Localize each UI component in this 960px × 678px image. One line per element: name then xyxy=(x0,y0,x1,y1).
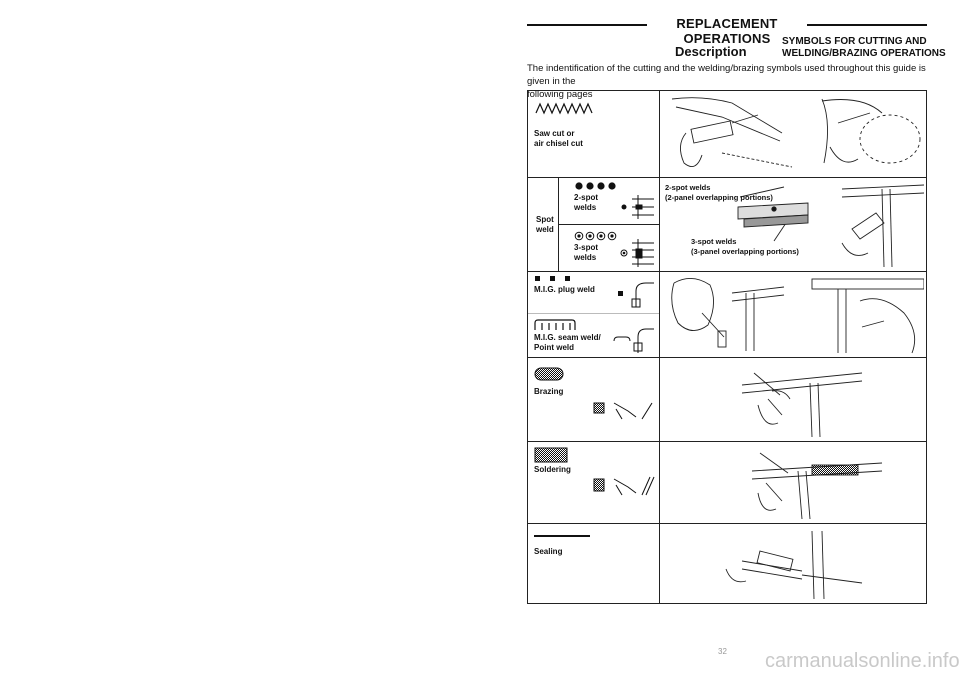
spot-inner-divider xyxy=(558,224,659,225)
two-spot-label-line-1: 2-spot xyxy=(574,193,598,202)
spot-weld-group-label xyxy=(536,215,554,234)
mig-seam-torch-icon xyxy=(612,323,656,355)
brazing-torch-icon xyxy=(592,397,656,425)
two-spot-annotation-line-2: (2-panel overlapping portions) xyxy=(665,192,773,202)
brazing-label: Brazing xyxy=(534,387,564,396)
header-rule-right xyxy=(807,24,927,26)
sealing-illustration xyxy=(662,525,924,603)
symbols-subtitle xyxy=(782,36,946,60)
row-divider xyxy=(528,441,926,442)
three-spot-label-line-2: welds xyxy=(574,252,597,262)
saw-cut-symbol xyxy=(534,101,598,117)
three-spot-symbol xyxy=(574,231,618,241)
row-divider xyxy=(528,177,926,178)
soldering-torch-icon xyxy=(592,473,656,499)
saw-cut-label-line-2: air chisel cut xyxy=(534,138,583,148)
mig-plug-label: M.I.G. plug weld xyxy=(534,285,595,294)
three-spot-label xyxy=(574,243,598,262)
row-divider xyxy=(528,523,926,524)
spot-weld-illustration xyxy=(662,179,924,269)
mig-seam-label-line-1: M.I.G. seam weld/ xyxy=(534,333,601,342)
subtitle-line-2: WELDING/BRAZING OPERATIONS xyxy=(782,48,946,59)
section-title: REPLACEMENT OPERATIONS xyxy=(676,16,778,46)
two-spot-panel-icon xyxy=(620,191,656,221)
sealing-symbol xyxy=(534,535,590,537)
sealing-label: Sealing xyxy=(534,547,563,556)
three-spot-annotation-line-1: 3-spot welds xyxy=(691,237,737,246)
row-divider xyxy=(528,271,926,272)
three-spot-label-line-1: 3-spot xyxy=(574,243,598,252)
intro-line-2: following pages xyxy=(527,89,593,100)
saw-cut-label-line-1: Saw cut or xyxy=(534,129,575,138)
three-spot-panel-icon xyxy=(620,237,656,269)
spot-group-line-1: Spot xyxy=(536,215,554,224)
saw-cut-label xyxy=(534,129,583,148)
mig-seam-label xyxy=(534,333,601,352)
soldering-symbol xyxy=(534,447,568,463)
spot-inner-column xyxy=(558,177,559,271)
column-divider xyxy=(659,91,660,603)
row-divider xyxy=(528,357,926,358)
two-spot-annotation-line-1: 2-spot welds xyxy=(665,183,711,192)
symbols-table xyxy=(527,90,927,604)
two-spot-label xyxy=(574,193,598,212)
brazing-illustration xyxy=(662,359,924,439)
saw-cut-illustration xyxy=(662,93,924,175)
mig-plug-torch-icon xyxy=(616,279,656,311)
mig-seam-symbol xyxy=(534,319,576,331)
three-spot-annotation-line-2: (3-panel overlapping portions) xyxy=(691,246,799,256)
page-number: 32 xyxy=(718,647,727,656)
mig-weld-illustration xyxy=(662,273,924,355)
two-spot-label-line-2: welds xyxy=(574,202,597,212)
header-rule-left xyxy=(527,24,647,26)
intro-line-1: The indentification of the cutting and the welding/brazing symbols used throughout this guide is given in the xyxy=(527,63,926,87)
subtitle-line-1: SYMBOLS FOR CUTTING AND xyxy=(782,36,927,47)
mig-plug-symbol xyxy=(534,275,578,283)
spot-group-line-2: weld xyxy=(536,224,554,234)
brazing-symbol xyxy=(534,367,564,381)
mig-seam-label-line-2: Point weld xyxy=(534,342,574,352)
watermark: carmanualsonline.info xyxy=(765,650,960,672)
mig-inner-divider xyxy=(528,313,659,314)
two-spot-symbol xyxy=(574,181,618,191)
description-heading: Description xyxy=(675,44,747,59)
soldering-illustration xyxy=(662,443,924,521)
soldering-label: Soldering xyxy=(534,465,571,474)
